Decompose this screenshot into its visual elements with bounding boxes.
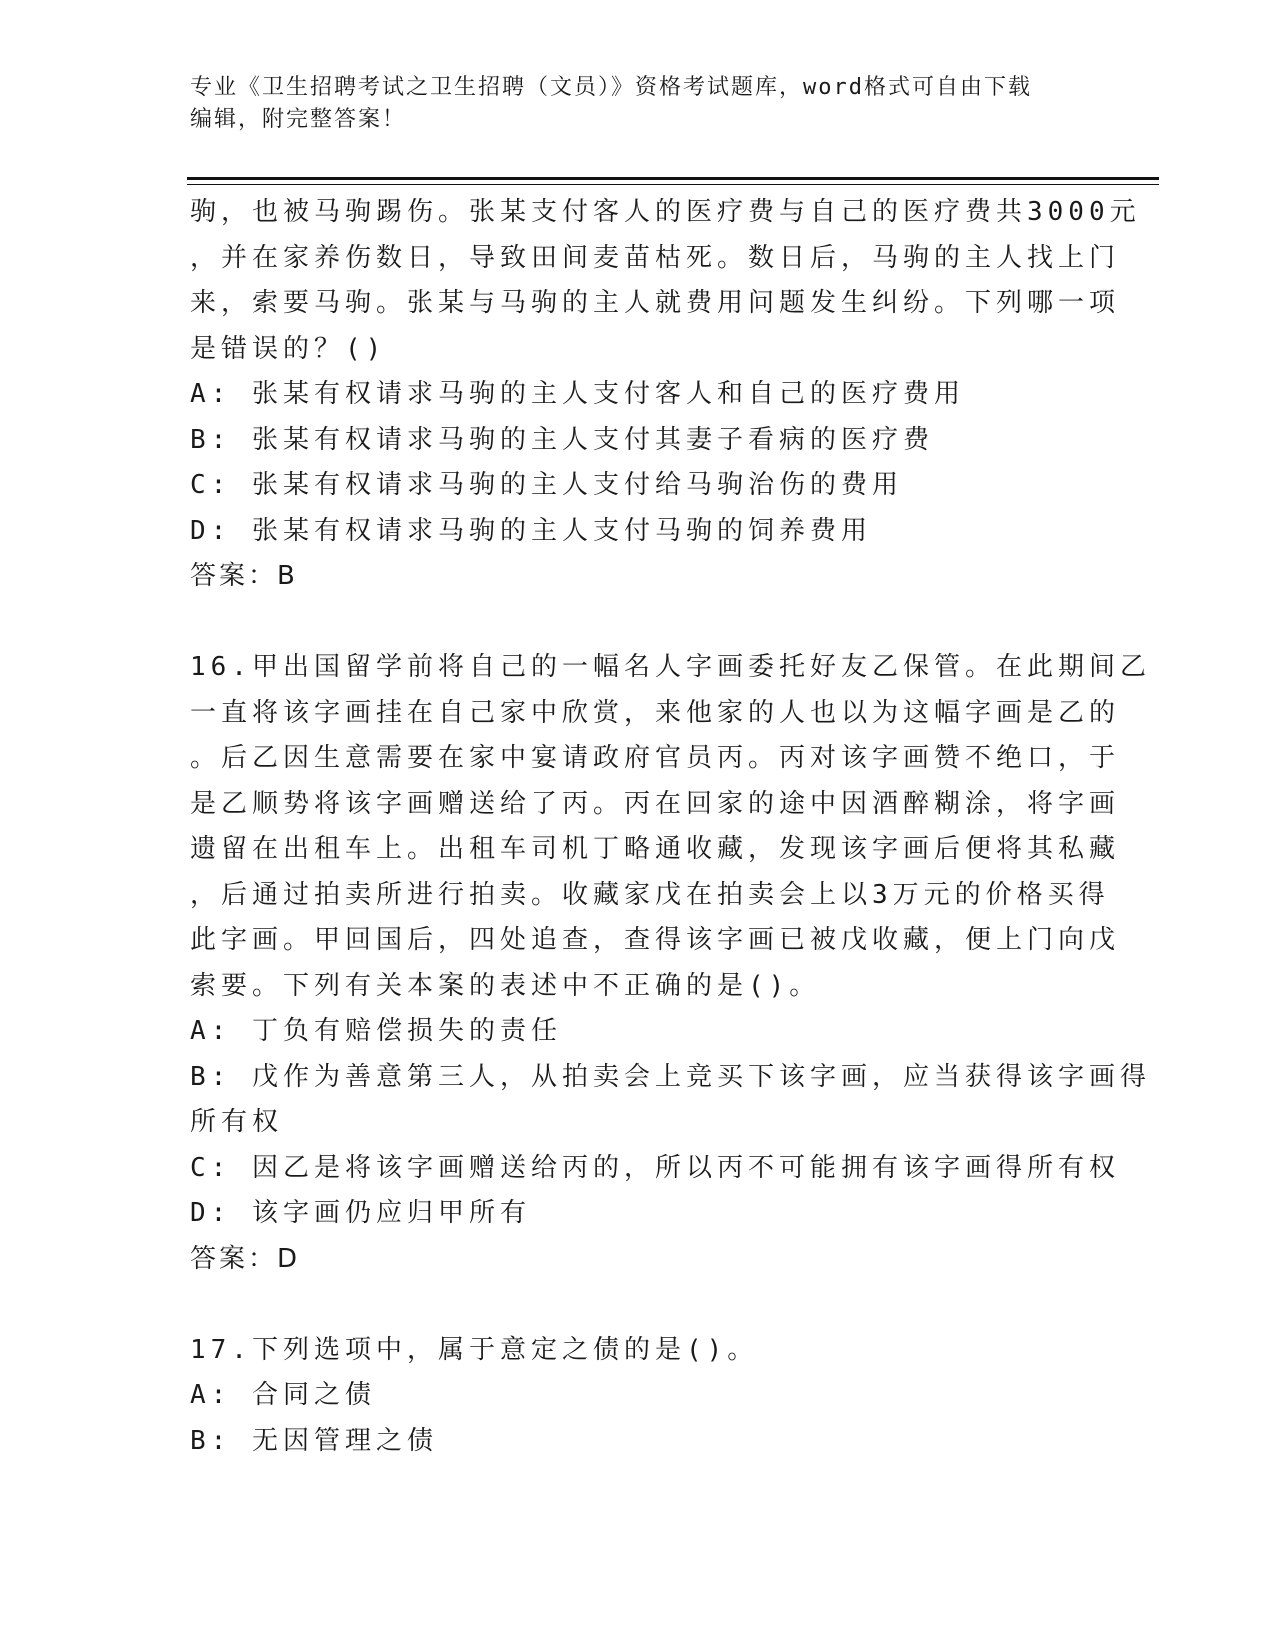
question-16 — [190, 645, 1151, 1282]
option-b-continued: 所有权 — [190, 1107, 284, 1137]
question-stem-line: 此字画。甲回国后，四处追查，查得该字画已被戊收藏，便上门向戊 — [190, 925, 1121, 955]
question-stem-line: ，后通过拍卖所进行拍卖。收藏家戊在拍卖会上以3万元的价格买得 — [190, 879, 1110, 910]
option-d: D: 该字画仍应归甲所有 — [190, 1198, 531, 1228]
document-header — [190, 72, 1090, 136]
header-rule-thick — [187, 177, 1159, 180]
question-15 — [190, 190, 1141, 600]
question-stem-line: 。后乙因生意需要在家中宴请政府官员丙。丙对该字画赞不绝口，于 — [190, 743, 1121, 773]
option-d: D: 张某有权请求马驹的主人支付马驹的饲养费用 — [190, 515, 872, 546]
header-line-1: 专业《卫生招聘考试之卫生招聘（文员）》资格考试题库，word格式可自由下载 — [190, 75, 1032, 100]
header-rule-thin — [187, 184, 1159, 185]
question-17 — [190, 1328, 1090, 1465]
question-stem-line: 17.下列选项中，属于意定之债的是()。 — [190, 1334, 759, 1365]
question-stem-line: ，并在家养伤数日，导致田间麦苗枯死。数日后，马驹的主人找上门 — [190, 242, 1121, 273]
question-spacer — [190, 600, 1090, 646]
option-a: A: 合同之债 — [190, 1380, 376, 1410]
question-stem-line: 是乙顺势将该字画赠送给了丙。丙在回家的途中因酒醉糊涂，将字画 — [190, 788, 1121, 819]
option-a: A: 张某有权请求马驹的主人支付客人和自己的医疗费用 — [190, 379, 965, 409]
question-stem-line: 是错误的？() — [190, 333, 387, 364]
question-stem-line: 来，索要马驹。张某与马驹的主人就费用问题发生纠纷。下列哪一项 — [190, 288, 1121, 318]
question-stem-line: 16.甲出国留学前将自己的一幅名人字画委托好友乙保管。在此期间乙 — [190, 652, 1151, 682]
option-b: B: 无因管理之债 — [190, 1425, 438, 1456]
question-stem-line: 遗留在出租车上。出租车司机丁略通收藏，发现该字画后便将其私藏 — [190, 834, 1121, 864]
document-body — [190, 190, 1151, 1464]
question-stem-line: 一直将该字画挂在自己家中欣赏，来他家的人也以为这幅字画是乙的 — [190, 697, 1121, 728]
option-a: A: 丁负有赔偿损失的责任 — [190, 1016, 562, 1046]
option-b: B: 张某有权请求马驹的主人支付其妻子看病的医疗费 — [190, 424, 934, 455]
question-stem-line: 索要。下列有关本案的表述中不正确的是()。 — [190, 970, 821, 1001]
answer-line: 答案：D — [190, 1243, 301, 1274]
header-line-2: 编辑，附完整答案！ — [190, 107, 407, 132]
question-spacer — [190, 1282, 1090, 1328]
question-stem-line: 驹，也被马驹踢伤。张某支付客人的医疗费与自己的医疗费共3000元 — [190, 197, 1141, 227]
answer-line: 答案：B — [190, 561, 298, 591]
option-c: C: 张某有权请求马驹的主人支付给马驹治伤的费用 — [190, 470, 903, 500]
option-b: B: 戊作为善意第三人，从拍卖会上竞买下该字画，应当获得该字画得 — [190, 1061, 1151, 1092]
option-c: C: 因乙是将该字画赠送给丙的，所以丙不可能拥有该字画得所有权 — [190, 1152, 1120, 1183]
